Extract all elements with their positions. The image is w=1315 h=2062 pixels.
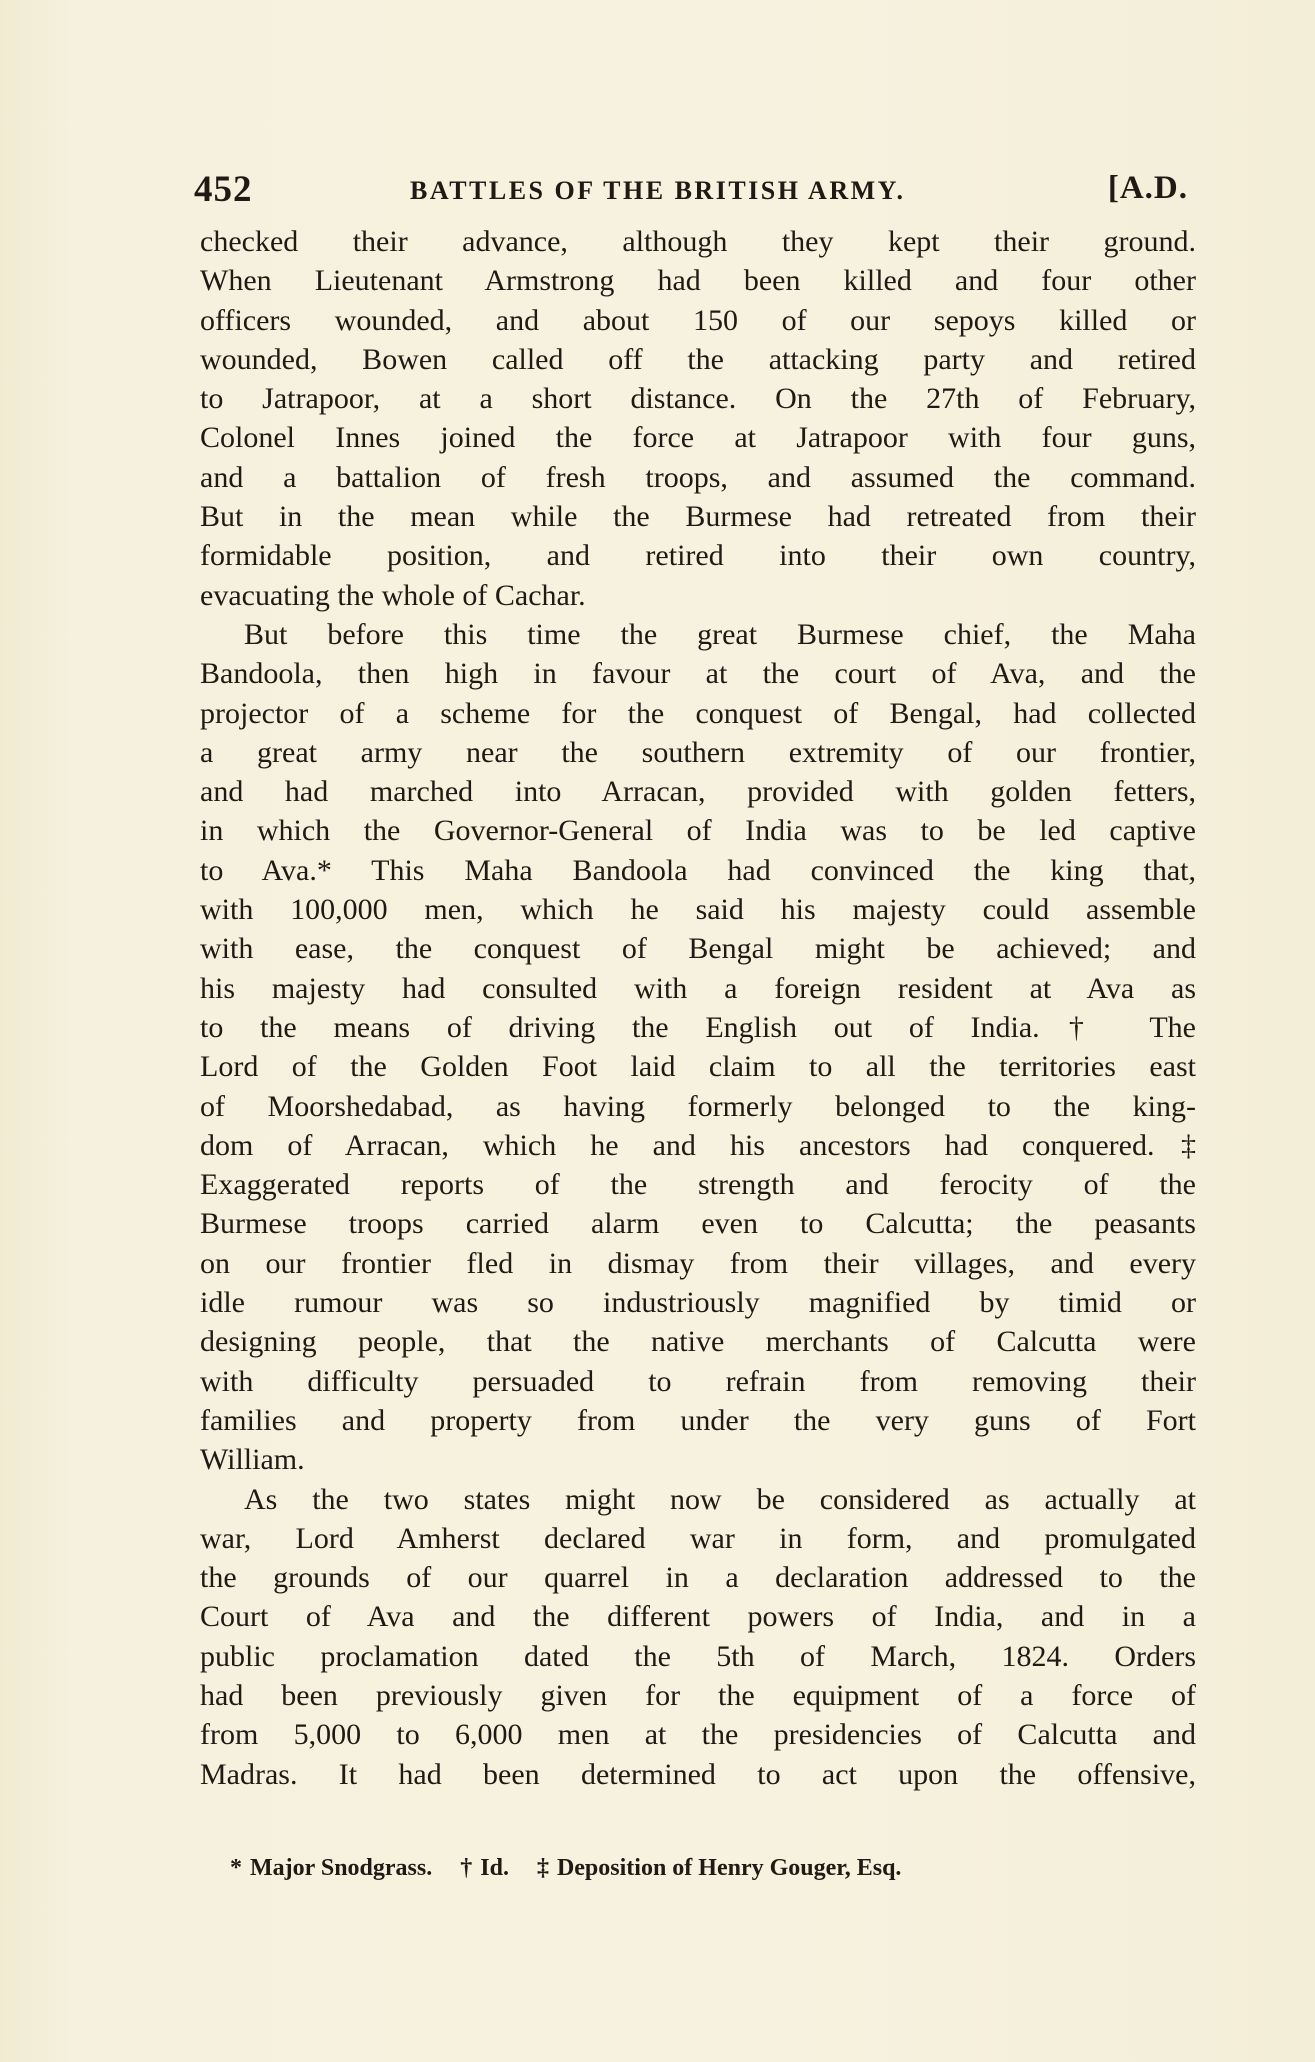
text-line: had been previously given for the equipment of a force of [200,1678,1196,1712]
text-line: families and property from under the very guns of Fort [200,1403,1196,1437]
text-line: William. [200,1443,305,1477]
text-line: Exaggerated reports of the strength and ferocity of the [200,1168,1196,1202]
text-line: checked their advance, although they kept their ground. [200,225,1196,258]
era-marker: [A.D. [1107,170,1188,206]
text-line: the grounds of our quarrel in a declaration addressed to the [200,1561,1196,1595]
text-line: and had marched into Arracan, provided with golden fetters, [200,775,1196,809]
text-line: war, Lord Amherst declared war in form, and promulgated [200,1521,1196,1555]
page-header [194,168,1194,212]
text-line: of Moorshedabad, as having formerly belonged to the king- [200,1089,1196,1123]
text-line: and a battalion of fresh troops, and assumed the command. [200,460,1196,494]
text-line: As the two states might now be considered as actually at [244,1482,1196,1516]
text-line: in which the Governor-General of India was to be led captive [200,814,1196,848]
body-text [200,222,1196,1794]
text-line: to Ava.* This Maha Bandoola had convinced the king that, [200,853,1196,887]
text-line: Madras. It had been determined to act upon the offensive, [200,1757,1196,1791]
text-line: public proclamation dated the 5th of March, 1824. Orders [200,1639,1196,1673]
footnote [460,1855,515,1881]
text-line: from 5,000 to 6,000 men at the presidencies of Calcutta and [200,1718,1196,1752]
footnote [537,1855,901,1881]
text-line: projector of a scheme for the conquest of Bengal, had collected [200,696,1196,730]
text-line: a great army near the southern extremity of our frontier, [200,735,1196,769]
text-line: Bandoola, then high in favour at the court of Ava, and the [200,657,1196,691]
text-line: Colonel Innes joined the force at Jatrapoor with four guns, [200,421,1196,455]
text-line: his majesty had consulted with a foreign resident at Ava as [200,971,1196,1005]
text-line: idle rumour was so industriously magnified by timid or [200,1286,1196,1320]
footnote-mark: † [460,1855,473,1881]
text-line: to Jatrapoor, at a short distance. On the 27th of February, [200,382,1196,416]
footnote-mark: * [230,1855,242,1881]
text-line: Court of Ava and the different powers of India, and in a [200,1600,1196,1634]
text-line: Burmese troops carried alarm even to Calcutta; the peasants [200,1207,1196,1241]
text-line: But before this time the great Burmese chief, the Maha [244,617,1196,651]
footnote-text: Deposition of Henry Gouger, Esq. [556,1855,902,1881]
footnote-text: Major Snodgrass. [250,1855,433,1881]
text-line: to the means of driving the English out of India.† The [200,1010,1196,1044]
text-line: Lord of the Golden Foot laid claim to all the territories east [200,1050,1196,1084]
text-line: designing people, that the native merchants of Calcutta were [200,1325,1196,1359]
text-line: with 100,000 men, which he said his majesty could assemble [200,893,1196,927]
text-line: officers wounded, and about 150 of our sepoys killed or [200,303,1196,337]
running-title: BATTLES OF THE BRITISH ARMY. [410,176,906,205]
text-line: formidable position, and retired into their own country, [200,539,1196,573]
footnote-text: Id. [480,1855,509,1881]
text-line: on our frontier fled in dismay from their villages, and every [200,1246,1196,1280]
footnotes [230,1855,1190,1882]
text-line: with difficulty persuaded to refrain from removing their [200,1364,1196,1398]
footnote-mark: ‡ [536,1855,549,1881]
footnote [230,1855,438,1881]
text-line: dom of Arracan, which he and his ancestors had conquered.‡ [200,1128,1196,1162]
page-number: 452 [194,169,253,210]
text-line: When Lieutenant Armstrong had been killed and four other [200,264,1196,298]
text-line: But in the mean while the Burmese had retreated from their [200,500,1196,534]
text-line: wounded, Bowen called off the attacking party and retired [200,342,1196,376]
text-line: with ease, the conquest of Bengal might be achieved; and [200,932,1196,966]
text-line: evacuating the whole of Cachar. [200,578,586,612]
